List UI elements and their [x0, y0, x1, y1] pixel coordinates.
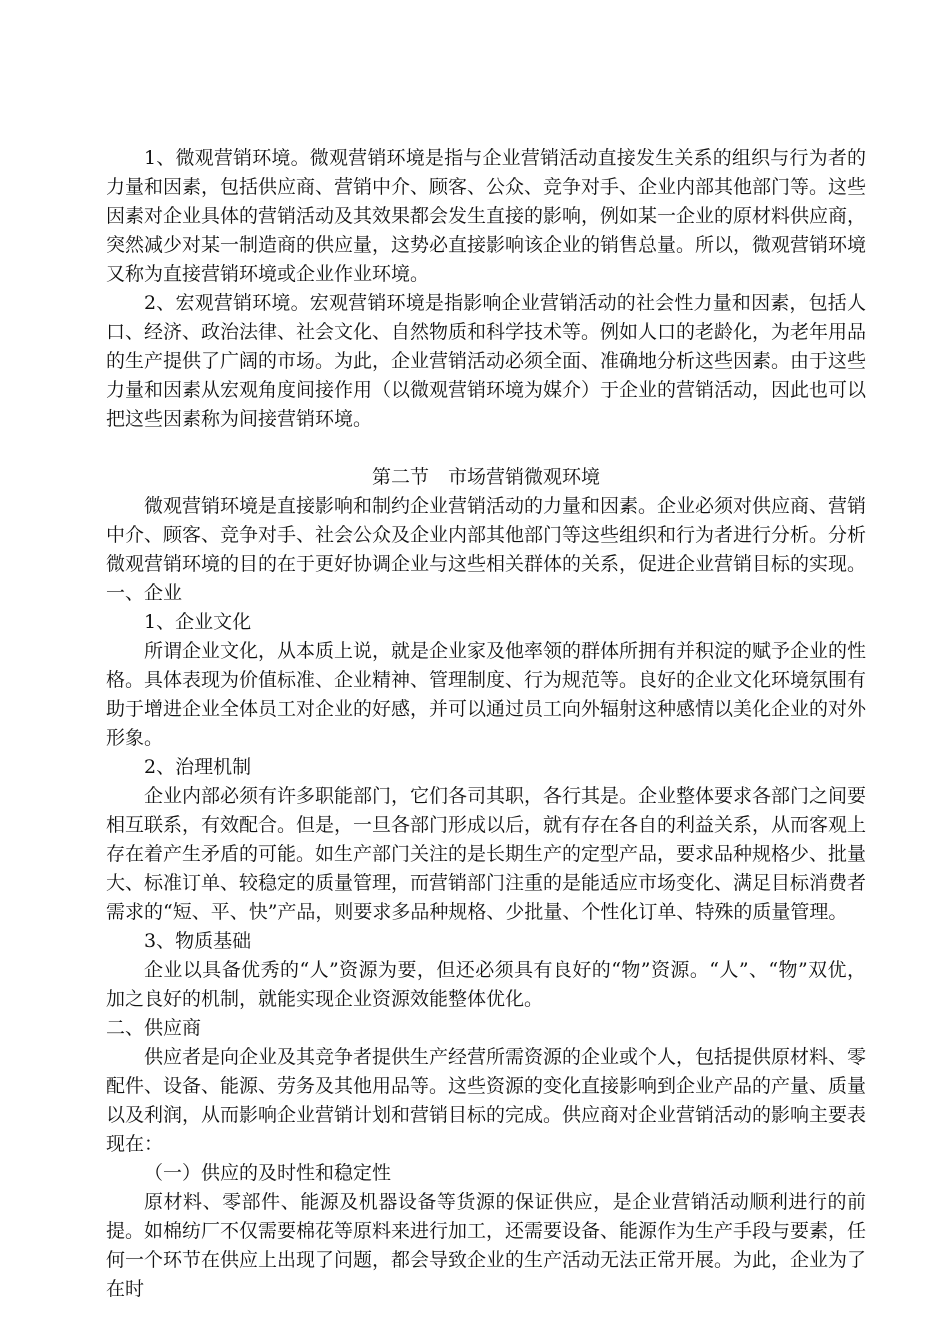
subheading-supply-stability: （一）供应的及时性和稳定性 [144, 1162, 392, 1184]
paragraph-micro-environment: 1、微观营销环境。微观营销环境是指与企业营销活动直接发生关系的组织与行为者的力量和因素，包括供应商、营销中介、顾客、公众、竞争对手、企业内部其他部门等。这些因素对企业具体的营销活动及其效果都会发生直接的影响，例如某一企业的原材料供应商，突然减少对某一制造商的供应量，这势必直接影响该企业的销售总量。所以，微观营销环境又称为直接营销环境或企业作业环境。 [106, 147, 867, 285]
heading-enterprise: 一、企业 [106, 582, 183, 604]
section-title: 第二节 市场营销微观环境 [371, 466, 600, 488]
paragraph-governance: 企业内部必须有许多职能部门，它们各司其职，各行其是。企业整体要求各部门之间要相互联系，有效配合。但是，一旦各部门形成以后，就有存在各自的利益关系，从而客观上存在着产生矛盾的可能。如生产部门关注的是长期生产的定型产品，要求品种规格少、批量大、标准订单、较稳定的质量管理，而营销部门注重的是能适应市场变化、满足目标消费者需求的“短、平、快”产品，则要求多品种规格、少批量、个性化订单、特殊的质量管理。 [106, 785, 867, 923]
paragraph-suppliers: 供应者是向企业及其竞争者提供生产经营所需资源的企业或个人，包括提供原材料、零配件、设备、能源、劳务及其他用品等。这些资源的变化直接影响到企业产品的产量、质量以及利润，从而影响企业营销计划和营销目标的完成。供应商对企业营销活动的影响主要表现在： [106, 1046, 867, 1155]
document-page [106, 144, 866, 1304]
heading-suppliers: 二、供应商 [106, 1017, 202, 1039]
paragraph-macro-environment: 2、宏观营销环境。宏观营销环境是指影响企业营销活动的社会性力量和因素，包括人口、经济、政治法律、社会文化、自然物质和科学技术等。例如人口的老龄化，为老年用品的生产提供了广阔的市场。为此，企业营销活动必须全面、准确地分析这些因素。由于这些力量和因素从宏观角度间接作用（以微观营销环境为媒介）于企业的营销活动，因此也可以把这些因素称为间接营销环境。 [106, 292, 867, 430]
paragraph-micro-intro: 微观营销环境是直接影响和制约企业营销活动的力量和因素。企业必须对供应商、营销中介、顾客、竞争对手、社会公众及企业内部其他部门等这些组织和行为者进行分析。分析微观营销环境的目的在于更好协调企业与这些相关群体的关系，促进企业营销目标的实现。 [106, 495, 867, 575]
subheading-corporate-culture: 1、企业文化 [144, 611, 252, 633]
paragraph-supply-stability: 原材料、零部件、能源及机器设备等货源的保证供应，是企业营销活动顺利进行的前提。如棉纺厂不仅需要棉花等原料来进行加工，还需要设备、能源作为生产手段与要素，任何一个环节在供应上出现了问题，都会导致企业的生产活动无法正常开展。为此，企业为了在时 [106, 1191, 867, 1300]
subheading-governance: 2、治理机制 [144, 756, 252, 778]
subheading-material-basis: 3、物质基础 [144, 930, 252, 952]
paragraph-corporate-culture: 所谓企业文化，从本质上说，就是企业家及他率领的群体所拥有并积淀的赋予企业的性格。具体表现为价值标准、企业精神、管理制度、行为规范等。良好的企业文化环境氛围有助于增进企业全体员工对企业的好感，并可以通过员工向外辐射这种感情以美化企业的对外形象。 [106, 640, 867, 749]
paragraph-material-basis: 企业以具备优秀的“人”资源为要，但还必须具有良好的“物”资源。“人”、“物”双优，加之良好的机制，就能实现企业资源效能整体优化。 [106, 959, 866, 1010]
